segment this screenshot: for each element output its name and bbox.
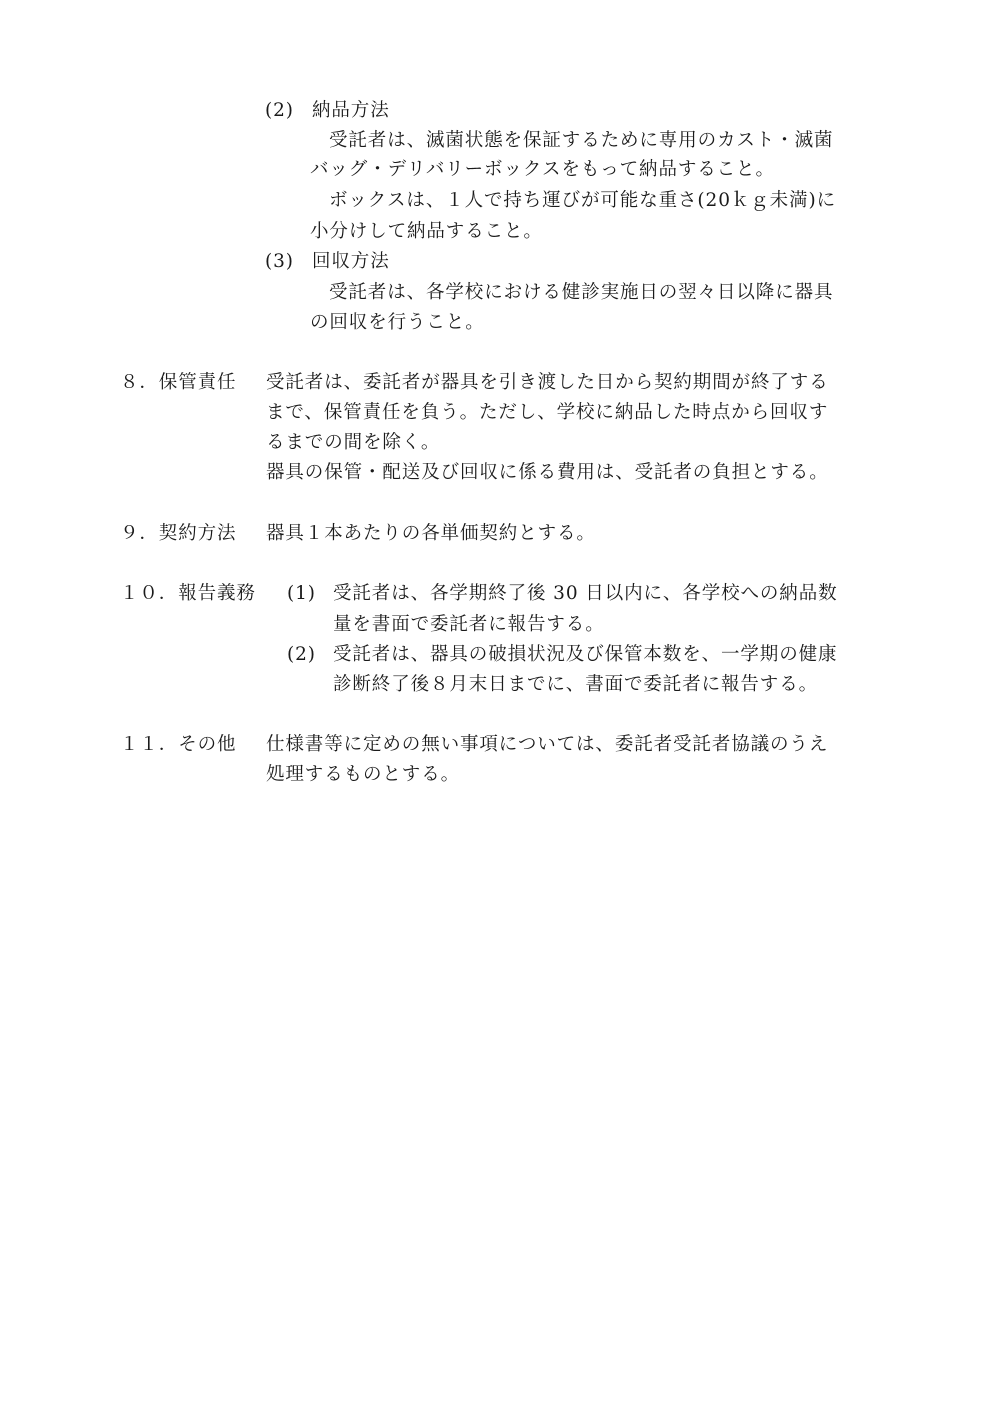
sub2-line-4: 小分けして納品すること。 <box>310 221 543 242</box>
sec11-label: １１．その他 <box>120 734 237 755</box>
sec10-item1-line-2: 量を書面で委託者に報告する。 <box>333 614 605 635</box>
sub3-line-2: の回収を行うこと。 <box>310 312 485 333</box>
sub3-line-1: 受託者は、各学校における健診実施日の翌々日以降に器具 <box>329 282 834 303</box>
sec8-line-1: 受託者は、委託者が器具を引き渡した日から契約期間が終了する <box>266 372 829 393</box>
sec10-label: １０．報告義務 <box>120 583 256 604</box>
sec10-item1-number: (1) <box>287 583 316 604</box>
sub2-line-3: ボックスは、１人で持ち運びが可能な重さ(20ｋｇ未満)に <box>329 190 836 211</box>
sec10-item2-number: (2) <box>287 644 316 665</box>
sub2-title: 納品方法 <box>312 100 390 121</box>
sub3-number: (3) <box>265 251 294 272</box>
sec11-line-1: 仕様書等に定めの無い事項については、委託者受託者協議のうえ <box>266 734 829 755</box>
sub2-line-1: 受託者は、滅菌状態を保証するために専用のカスト・滅菌 <box>329 130 834 151</box>
sec10-item2-line-1: 受託者は、器具の破損状況及び保管本数を、一学期の健康 <box>333 644 838 665</box>
sec8-line-4: 器具の保管・配送及び回収に係る費用は、受託者の負担とする。 <box>266 462 829 483</box>
sec8-label: ８．保管責任 <box>120 372 237 393</box>
sub2-line-2: バッグ・デリバリーボックスをもって納品すること。 <box>310 159 775 180</box>
sec11-line-2: 処理するものとする。 <box>266 764 461 785</box>
sec10-item2-line-2: 診断終了後８月末日までに、書面で委託者に報告する。 <box>333 674 819 695</box>
sub3-title: 回収方法 <box>312 251 390 272</box>
sec9-label: ９．契約方法 <box>120 523 237 544</box>
sec9-line-1: 器具１本あたりの各単価契約とする。 <box>266 523 596 544</box>
sec8-line-3: るまでの間を除く。 <box>266 432 441 453</box>
sec10-item1-line-1: 受託者は、各学期終了後 30 日以内に、各学校への納品数 <box>333 583 838 604</box>
sub2-number: (2) <box>265 100 294 121</box>
sec8-line-2: まで、保管責任を負う。ただし、学校に納品した時点から回収す <box>266 402 829 423</box>
